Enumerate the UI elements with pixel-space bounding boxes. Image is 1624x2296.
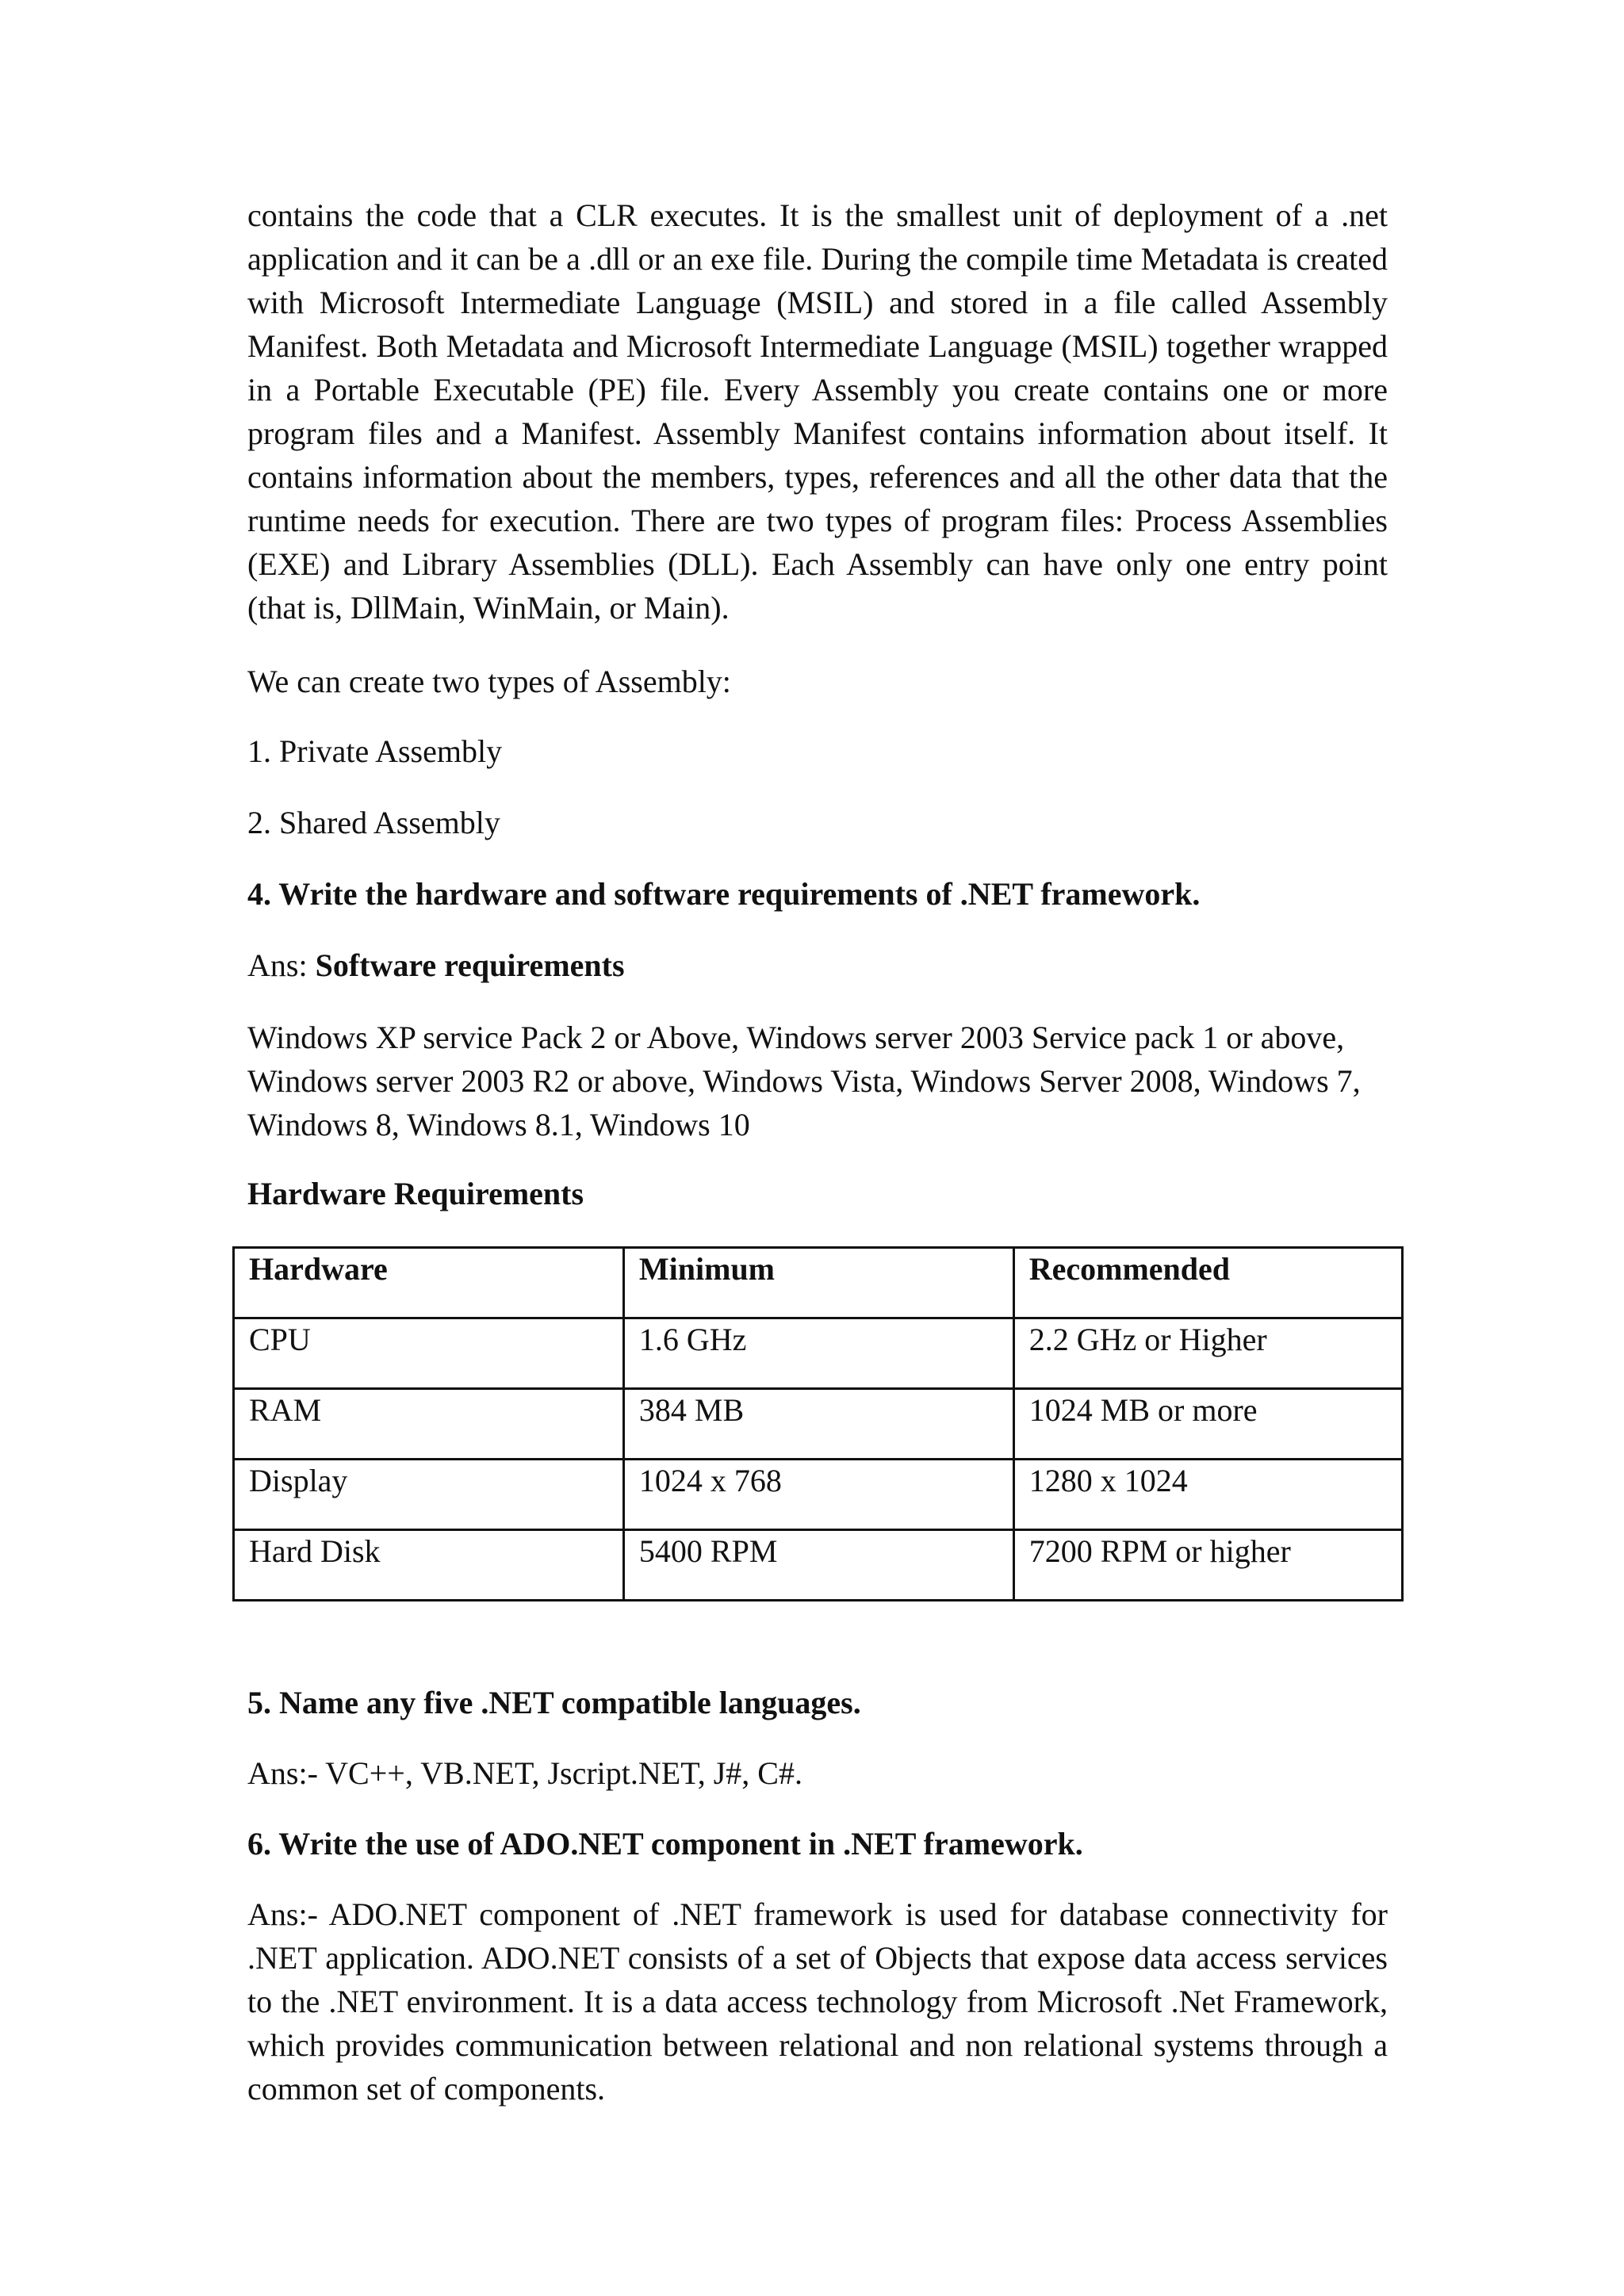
table-cell: 1280 x 1024 <box>1013 1460 1402 1530</box>
software-requirements-text: Windows XP service Pack 2 or Above, Windows server 2003 Service pack 1 or above, Windows server 2003 R2 or above, Windows Vista, Windows Server 2008, Windows 7, Windows 8, Windows 8.1, Windows 10 <box>247 1020 1361 1142</box>
question-6-heading: 6. Write the use of ADO.NET component in .NET framework. <box>247 1826 1083 1862</box>
table-header-cell: Minimum <box>623 1248 1013 1318</box>
hardware-requirements-table <box>232 1246 1404 1601</box>
list-item-private-assembly: 1. Private Assembly <box>247 733 503 769</box>
table-cell: 7200 RPM or higher <box>1013 1530 1402 1601</box>
table-cell: 5400 RPM <box>623 1530 1013 1601</box>
table-cell: CPU <box>234 1318 624 1389</box>
table-header-cell: Hardware <box>234 1248 624 1318</box>
table-row <box>234 1318 1403 1389</box>
question-5-answer: Ans:- VC++, VB.NET, Jscript.NET, J#, C#. <box>247 1755 802 1791</box>
table-cell: 1024 x 768 <box>623 1460 1013 1530</box>
table-header-row <box>234 1248 1403 1318</box>
table-cell: 1.6 GHz <box>623 1318 1013 1389</box>
intro-paragraph: contains the code that a CLR executes. It is the smallest unit of deployment of a .net application and it can be a .dll or an exe file. During the compile time Metadata is created with Microsoft Intermediate Language (MSIL) and stored in a file called Assembly Manifest. Both Metadata and Microsoft Intermediate Language (MSIL) together wrapped in a Portable Executable (PE) file. Every Assembly you create contains one or more program files and a Manifest. Assembly Manifest contains information about itself. It contains information about the members, types, references and all the other data that the runtime needs for execution. There are two types of program files: Process Assemblies (EXE) and Library Assemblies (DLL). Each Assembly can have only one entry point (that is, DllMain, WinMain, or Main). <box>247 197 1388 626</box>
table-row <box>234 1460 1403 1530</box>
table-header-cell: Recommended <box>1013 1248 1402 1318</box>
table-cell: Display <box>234 1460 624 1530</box>
table-cell: 384 MB <box>623 1389 1013 1460</box>
table-cell: Hard Disk <box>234 1530 624 1601</box>
table-row <box>234 1530 1403 1601</box>
table-cell: 2.2 GHz or Higher <box>1013 1318 1402 1389</box>
question-4-heading: 4. Write the hardware and software requirements of .NET framework. <box>247 876 1201 912</box>
software-requirements-heading: Software requirements <box>315 947 625 983</box>
answer-prefix: Ans: <box>247 947 316 983</box>
table-cell: RAM <box>234 1389 624 1460</box>
assembly-types-intro: We can create two types of Assembly: <box>247 664 731 699</box>
question-5-heading: 5. Name any five .NET compatible languages. <box>247 1685 861 1720</box>
question-6-answer: Ans:- ADO.NET component of .NET framework is used for database connectivity for .NET application. ADO.NET consists of a set of Objects that expose data access services to the .NET environment. It is a data access technology from Microsoft .Net Framework, which provides communication between relational and non relational systems through a common set of components. <box>247 1896 1388 2107</box>
hardware-requirements-heading: Hardware Requirements <box>247 1176 584 1211</box>
question-4-answer-line <box>247 943 625 987</box>
list-item-shared-assembly: 2. Shared Assembly <box>247 805 500 840</box>
table-cell: 1024 MB or more <box>1013 1389 1402 1460</box>
table-row <box>234 1389 1403 1460</box>
